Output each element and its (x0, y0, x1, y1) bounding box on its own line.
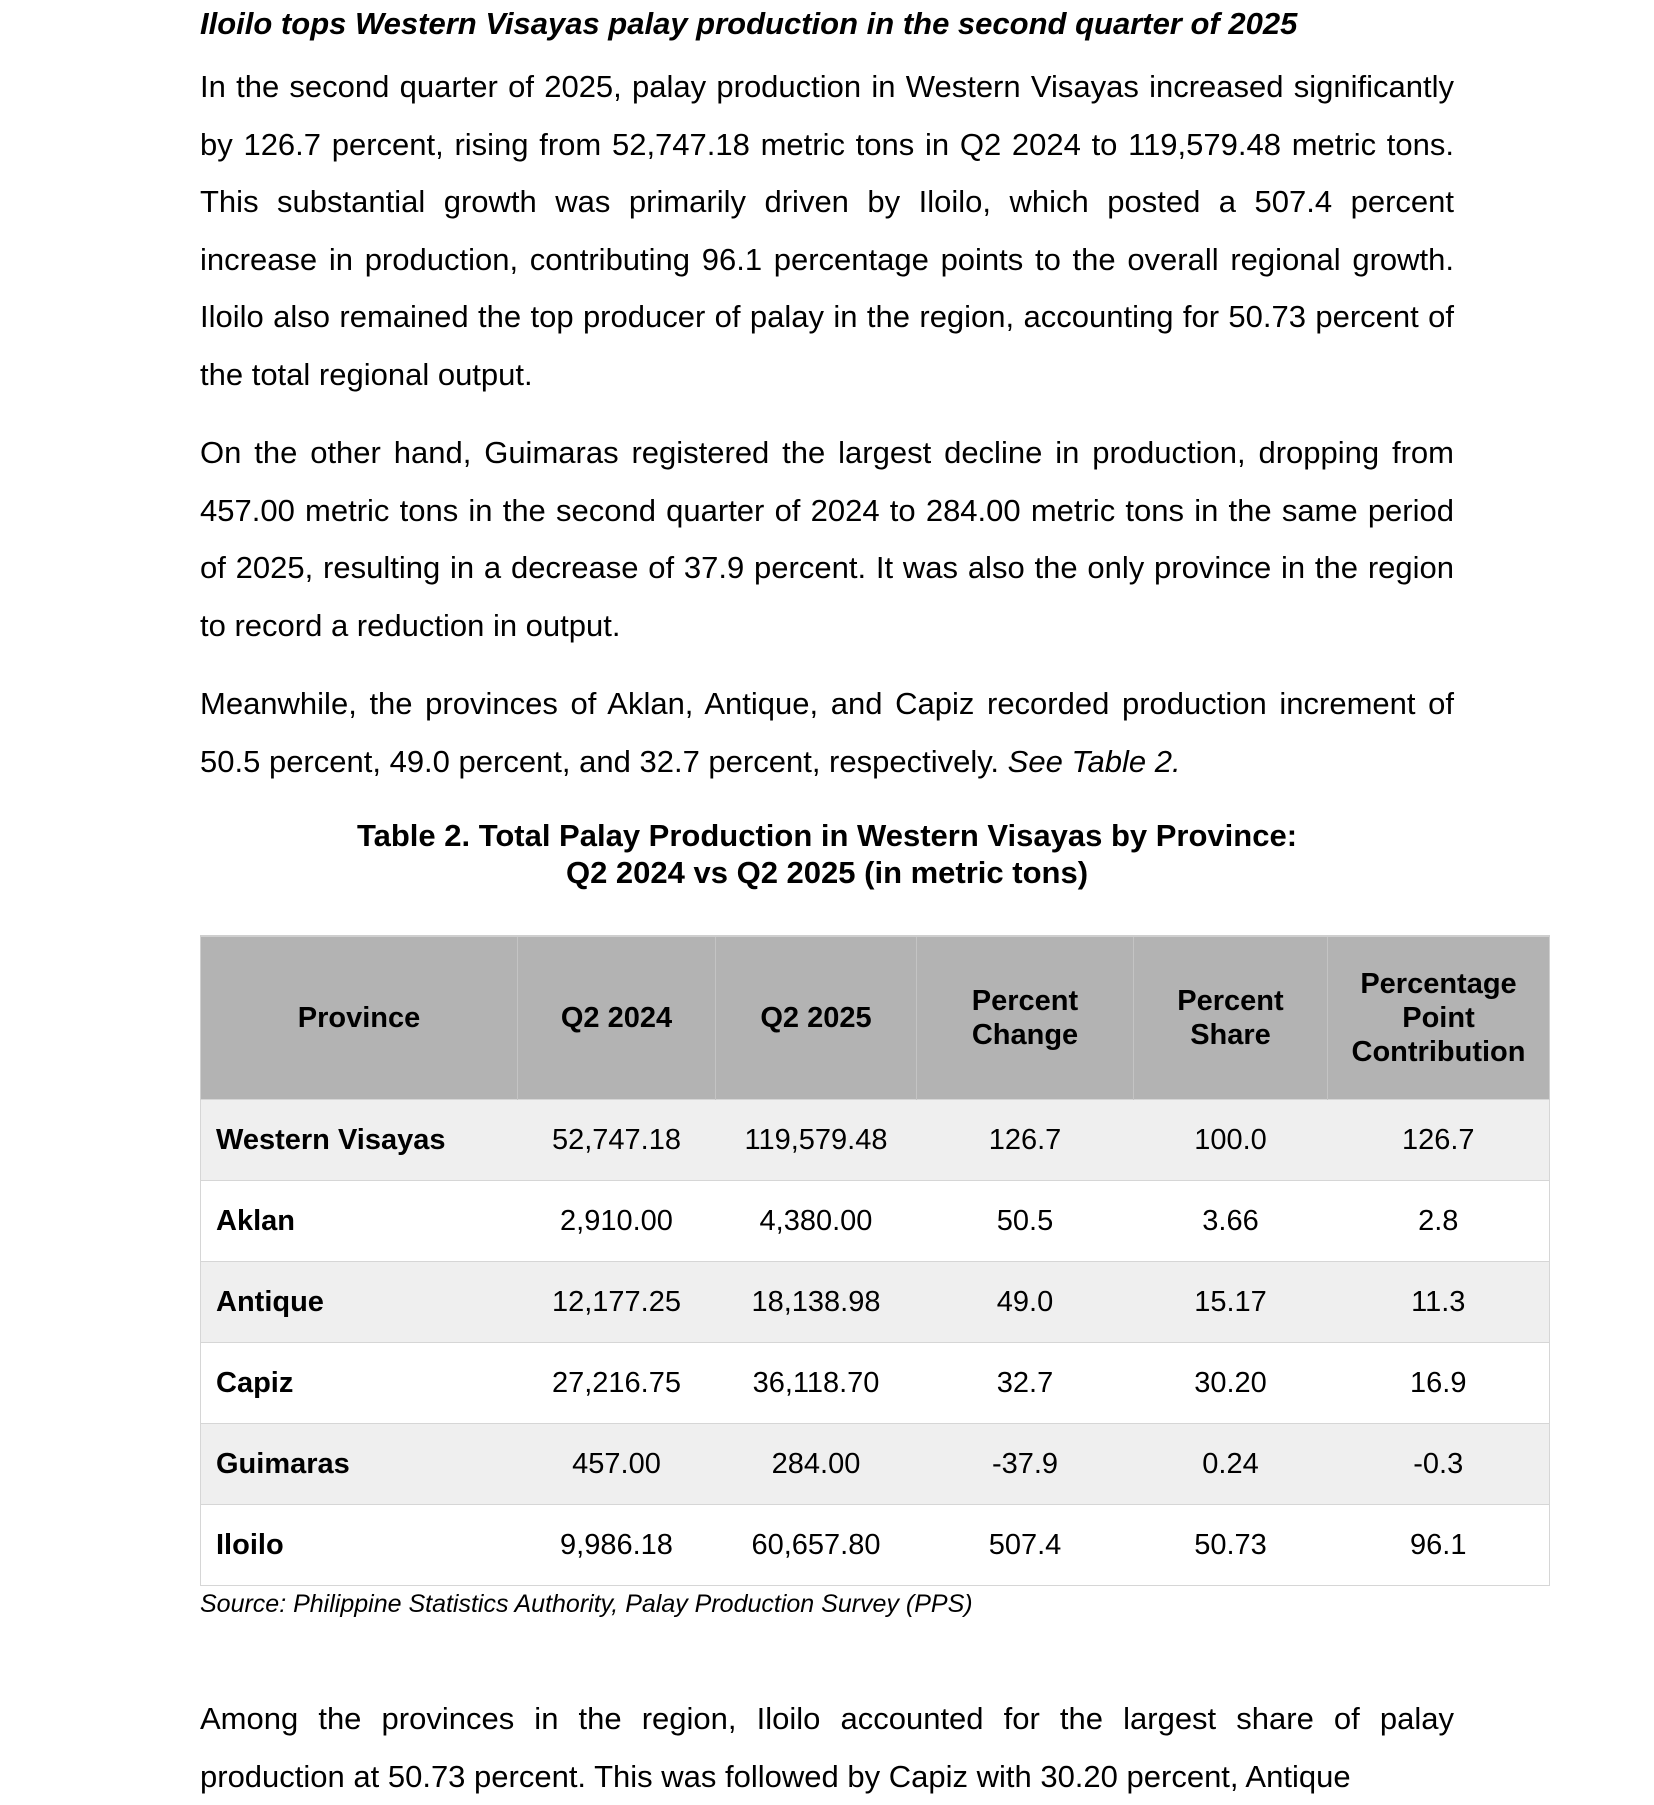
table-row (201, 1343, 1550, 1424)
percent-change-value: 507.4 (917, 1505, 1134, 1586)
province-name: Capiz (201, 1343, 518, 1424)
q2-2024-value: 457.00 (518, 1424, 716, 1505)
paragraph-other-provinces (200, 675, 1454, 790)
table-row (201, 1505, 1550, 1586)
header-q2-2024: Q2 2024 (518, 936, 716, 1100)
province-name: Guimaras (201, 1424, 518, 1505)
paragraph-guimaras-decline: On the other hand, Guimaras registered the largest decline in production, dropping from 457.00 metric tons in the second quarter of 2024 to 284.00 metric tons in the same period of 2025, resulting in a decrease of 37.9 percent. It was also the only province in the region to record a reduction in output. (200, 435, 1454, 643)
province-name: Aklan (201, 1181, 518, 1262)
paragraph-regional-growth: In the second quarter of 2025, palay production in Western Visayas increased significantly by 126.7 percent, rising from 52,747.18 metric tons in Q2 2024 to 119,579.48 metric tons. This substantial growth was primarily driven by Iloilo, which posted a 507.4 percent increase in production, contributing 96.1 percentage points to the overall regional growth. Iloilo also remained the top producer of palay in the region, accounting for 50.73 percent of the total regional output. (200, 69, 1454, 392)
header-q2-2025: Q2 2025 (716, 936, 917, 1100)
document-body (200, 4, 1454, 891)
percent-change-value: 126.7 (917, 1100, 1134, 1181)
table-title (200, 817, 1454, 891)
table-row (201, 1262, 1550, 1343)
percent-share-value: 100.0 (1134, 1100, 1328, 1181)
province-name: Iloilo (201, 1505, 518, 1586)
contribution-value: 11.3 (1328, 1262, 1550, 1343)
q2-2024-value: 52,747.18 (518, 1100, 716, 1181)
contribution-value: 16.9 (1328, 1343, 1550, 1424)
percent-share-value: 0.24 (1134, 1424, 1328, 1505)
q2-2024-value: 2,910.00 (518, 1181, 716, 1262)
percent-share-value: 15.17 (1134, 1262, 1328, 1343)
document-page (200, 0, 1526, 1794)
percent-change-value: 32.7 (917, 1343, 1134, 1424)
q2-2024-value: 27,216.75 (518, 1343, 716, 1424)
q2-2025-value: 119,579.48 (716, 1100, 917, 1181)
percent-change-value: 49.0 (917, 1262, 1134, 1343)
province-name: Western Visayas (201, 1100, 518, 1181)
table-title-line-2: Q2 2024 vs Q2 2025 (in metric tons) (565, 855, 1089, 890)
percent-share-value: 30.20 (1134, 1343, 1328, 1424)
paragraph-province-shares: Among the provinces in the region, Iloilo accounted for the largest share of palay production at 50.73 percent. This was followed by Capiz with 30.20 percent, Antique (200, 1701, 1454, 1794)
contribution-value: 96.1 (1328, 1505, 1550, 1586)
header-province: Province (201, 936, 518, 1100)
table-header-row (201, 936, 1550, 1100)
percent-change-value: -37.9 (917, 1424, 1134, 1505)
production-table (200, 935, 1550, 1586)
q2-2024-value: 9,986.18 (518, 1505, 716, 1586)
section-heading: Iloilo tops Western Visayas palay production in the second quarter of 2025 (200, 6, 1298, 41)
q2-2025-value: 60,657.80 (716, 1505, 917, 1586)
table-row (201, 1181, 1550, 1262)
table-reference: See Table 2. (1007, 743, 1181, 779)
q2-2025-value: 284.00 (716, 1424, 917, 1505)
paragraph-other-provinces-text: Meanwhile, the provinces of Aklan, Antique, and Capiz recorded production increment of 50.5 percent, 49.0 percent, and 32.7 percent, respectively. (200, 686, 1454, 779)
q2-2025-value: 4,380.00 (716, 1181, 917, 1262)
q2-2025-value: 36,118.70 (716, 1343, 917, 1424)
percent-change-value: 50.5 (917, 1181, 1134, 1262)
header-percentage-point-contribution: Percentage Point Contribution (1328, 936, 1550, 1100)
table-row (201, 1424, 1550, 1505)
header-percent-change: Percent Change (917, 936, 1134, 1100)
production-table-container (200, 935, 1549, 1586)
percent-share-value: 50.73 (1134, 1505, 1328, 1586)
contribution-value: 2.8 (1328, 1181, 1550, 1262)
table-row (201, 1100, 1550, 1181)
contribution-value: 126.7 (1328, 1100, 1550, 1181)
table-title-line-1: Table 2. Total Palay Production in Western Visayas by Province: (356, 818, 1298, 853)
header-percent-share: Percent Share (1134, 936, 1328, 1100)
q2-2024-value: 12,177.25 (518, 1262, 716, 1343)
table-source-note: Source: Philippine Statistics Authority, Palay Production Survey (PPS) (200, 1590, 973, 1618)
q2-2025-value: 18,138.98 (716, 1262, 917, 1343)
province-name: Antique (201, 1262, 518, 1343)
percent-share-value: 3.66 (1134, 1181, 1328, 1262)
contribution-value: -0.3 (1328, 1424, 1550, 1505)
